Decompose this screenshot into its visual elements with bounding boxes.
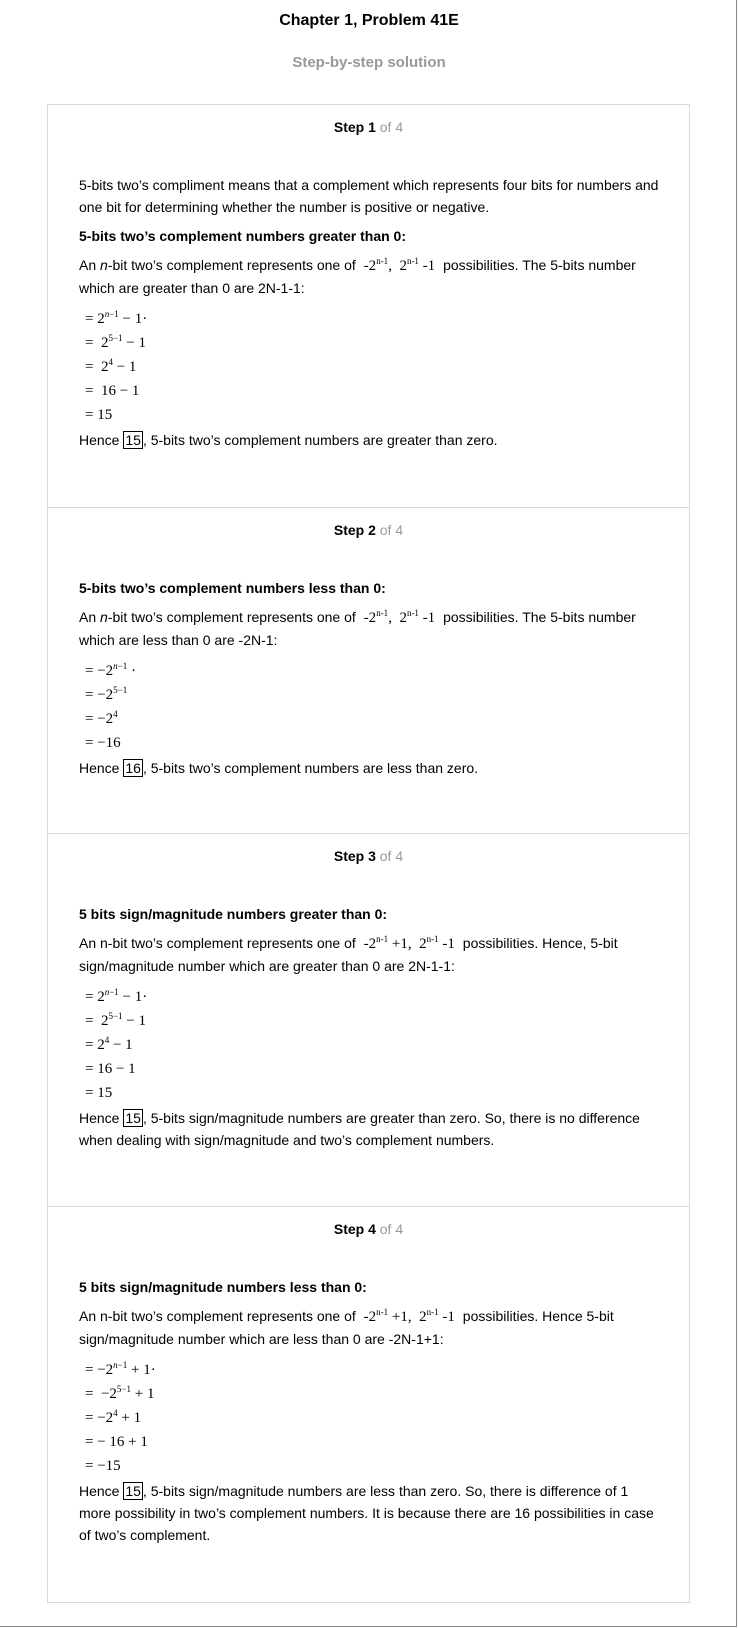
math-range: -2$^{n-1}$, 2$^{n-1}$ -1 <box>363 256 436 274</box>
answer-box: 16 <box>125 760 141 776</box>
page-title: Chapter 1, Problem 41E <box>279 12 459 29</box>
step-conclusion: Hence 15 , 5-bits sign/magnitude numbers are greater than zero. So, there is no difference when dealing with sign/magnitude and two’s complement numbers. <box>79 1110 640 1148</box>
step-2 <box>48 507 689 833</box>
step-header: Step 2 of 4 <box>333 522 404 538</box>
step-heading: 5 bits sign/magnitude numbers less than 0: <box>79 1279 367 1295</box>
step-header: Step 4 of 4 <box>333 1221 404 1237</box>
step-description: An n-bit two’s complement represents one of -2$^{n-1}$, 2$^{n-1}$ -1 possibilities. The 5-bits number which are greater than 0 are 2N-1-1: <box>79 256 636 296</box>
step-1 <box>48 105 689 507</box>
solution-steps <box>47 104 690 1603</box>
step-intro: 5-bits two’s compliment means that a complement which represents four bits for numbers and one bit for determining whether the number is positive or negative. <box>79 177 659 215</box>
step-heading: 5-bits two’s complement numbers greater than 0: <box>79 228 406 244</box>
math-range: -2$^{n-1}$, 2$^{n-1}$ -1 <box>363 608 436 626</box>
math-range: $-2^{n-1} +1$, 2$^{n-1}$ -1 <box>363 1307 455 1325</box>
step-header: Step 1 of 4 <box>333 119 404 135</box>
step-description: An n-bit two’s complement represents one of $-2^{n-1} +1$, 2$^{n-1}$ -1 possibilities. Hence 5-bit sign/magnitude number which are less than 0 are -2N-1+1: <box>79 1307 614 1347</box>
step-4 <box>48 1206 689 1602</box>
answer-box: 15 <box>125 432 141 448</box>
step-heading: 5-bits two’s complement numbers less than 0: <box>79 580 386 596</box>
step-header: Step 3 of 4 <box>333 848 404 864</box>
step-heading: 5 bits sign/magnitude numbers greater than 0: <box>79 906 388 922</box>
math-derivation: = $-2^{n-1} + 1\cdot$ = $-2^{5-1} + 1$ = $-2^4 + 1$ = − 16 + 1 = −15 <box>85 1360 156 1474</box>
answer-box: 15 <box>125 1110 141 1126</box>
step-description: An n-bit two’s complement represents one of $-2^{n-1} +1$, 2$^{n-1}$ -1 possibilities. Hence, 5-bit sign/magnitude number which are greater than 0 are 2N-1-1: <box>79 934 618 974</box>
step-3 <box>48 833 689 1206</box>
page-subtitle: Step-by-step solution <box>292 54 446 71</box>
math-derivation: = $2^{n-1} - 1\cdot$ = $2^{5-1} - 1$ = $2^4 - 1$ = 16 − 1 = 15 <box>85 309 148 423</box>
math-derivation: = $-2^{n-1}$ · = $-2^{5-1}$ = $-2^4$ = −16 <box>85 661 136 751</box>
step-conclusion: Hence 15 , 5-bits two’s complement numbers are greater than zero. <box>79 432 498 448</box>
step-description: An n-bit two’s complement represents one of -2$^{n-1}$, 2$^{n-1}$ -1 possibilities. The 5-bits number which are less than 0 are -2N-1: <box>79 608 636 648</box>
answer-box: 15 <box>125 1483 141 1499</box>
step-conclusion: Hence 16 , 5-bits two’s complement numbers are less than zero. <box>79 760 479 776</box>
math-range: $-2^{n-1} +1$, 2$^{n-1}$ -1 <box>363 934 455 952</box>
math-derivation: = $2^{n-1} - 1\cdot$ = $2^{5-1} - 1$ = $2^4 - 1$ = 16 − 1 = 15 <box>85 987 148 1101</box>
step-conclusion: Hence 15 , 5-bits sign/magnitude numbers are less than zero. So, there is difference of 1 more possibility in two’s complement numbers. It is because there are 16 possibilities in case of two’s complement. <box>79 1483 654 1543</box>
